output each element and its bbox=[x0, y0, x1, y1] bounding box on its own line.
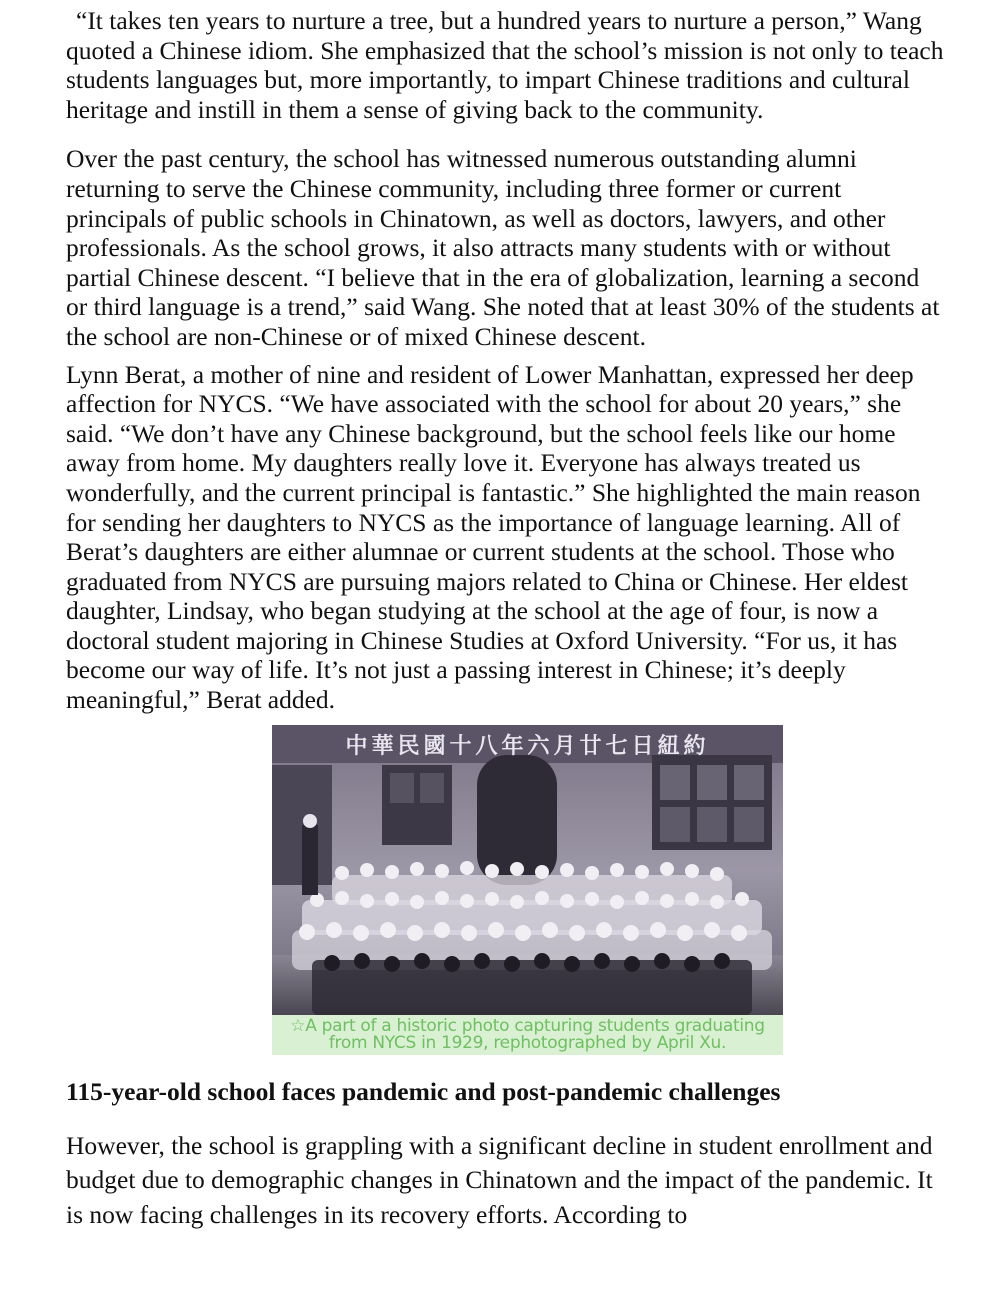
photo-banner-text: 中華民國十八年六月廿七日紐約 bbox=[345, 734, 710, 760]
paragraph-idiom-text: “It takes ten years to nurture a tree, but a hundred years to nurture a person,” Wang quoted a Chinese idiom. She emphasized that the school’s mission is not only to teach students languages but, more importantly, to impart Chinese traditions and cultural heritage and instill in them a sense of giving back to the community. bbox=[66, 6, 944, 124]
historic-photo-figure bbox=[272, 725, 783, 1055]
paragraph-alumni: Over the past century, the school has witnessed numerous outstanding alumni returning to serve the Chinese community, including three former or current principals of public schools in Chinatown, as well as doctors, lawyers, and other professionals. As the school grows, it also attracts many students with or without partial Chinese descent. “I believe that in the era of globalization, learning a second or third language is a trend,” said Wang. She noted that at least 30% of the students at the school are non-Chinese or of mixed Chinese descent. bbox=[66, 144, 940, 351]
paragraph-lynn-berat: Lynn Berat, a mother of nine and resident of Lower Manhattan, expressed her deep affection for NYCS. “We have associated with the school for about 20 years,” she said. “We don’t have any Chinese background, but the school feels like our home away from home. My daughters really love it. Everyone has always treated us wonderfully, and the current principal is fantastic.” She highlighted the main reason for sending her daughters to NYCS as the importance of language learning. All of Berat’s daughters are either alumnae or current students at the school. Those who graduated from NYCS are pursuing majors related to China or Chinese. Her eldest daughter, Lindsay, who began studying at the school at the age of four, is now a doctoral student majoring in Chinese Studies at Oxford University. “For us, it has become our way of life. It’s not just a passing interest in Chinese; it’s deeply meaningful,” Berat added. bbox=[66, 359, 921, 715]
section-heading: 115-year-old school faces pandemic and post-pandemic challenges bbox=[66, 1076, 781, 1106]
photo-caption-line-2: from NYCS in 1929, rephotographed by April Xu. bbox=[328, 1032, 727, 1053]
paragraph-idiom bbox=[66, 6, 946, 124]
photo-caption-line-1: ☆A part of a historic photo capturing students graduating bbox=[290, 1015, 765, 1036]
historic-photo bbox=[272, 725, 783, 1015]
photo-caption bbox=[272, 1015, 783, 1055]
paragraph-challenges: However, the school is grappling with a significant decline in student enrollment and budget due to demographic changes in Chinatown and the impact of the pandemic. It is now facing challenges in its recovery efforts. According to bbox=[66, 1130, 933, 1229]
article-body bbox=[66, 6, 946, 1232]
historic-photo-illustration bbox=[272, 725, 783, 1015]
